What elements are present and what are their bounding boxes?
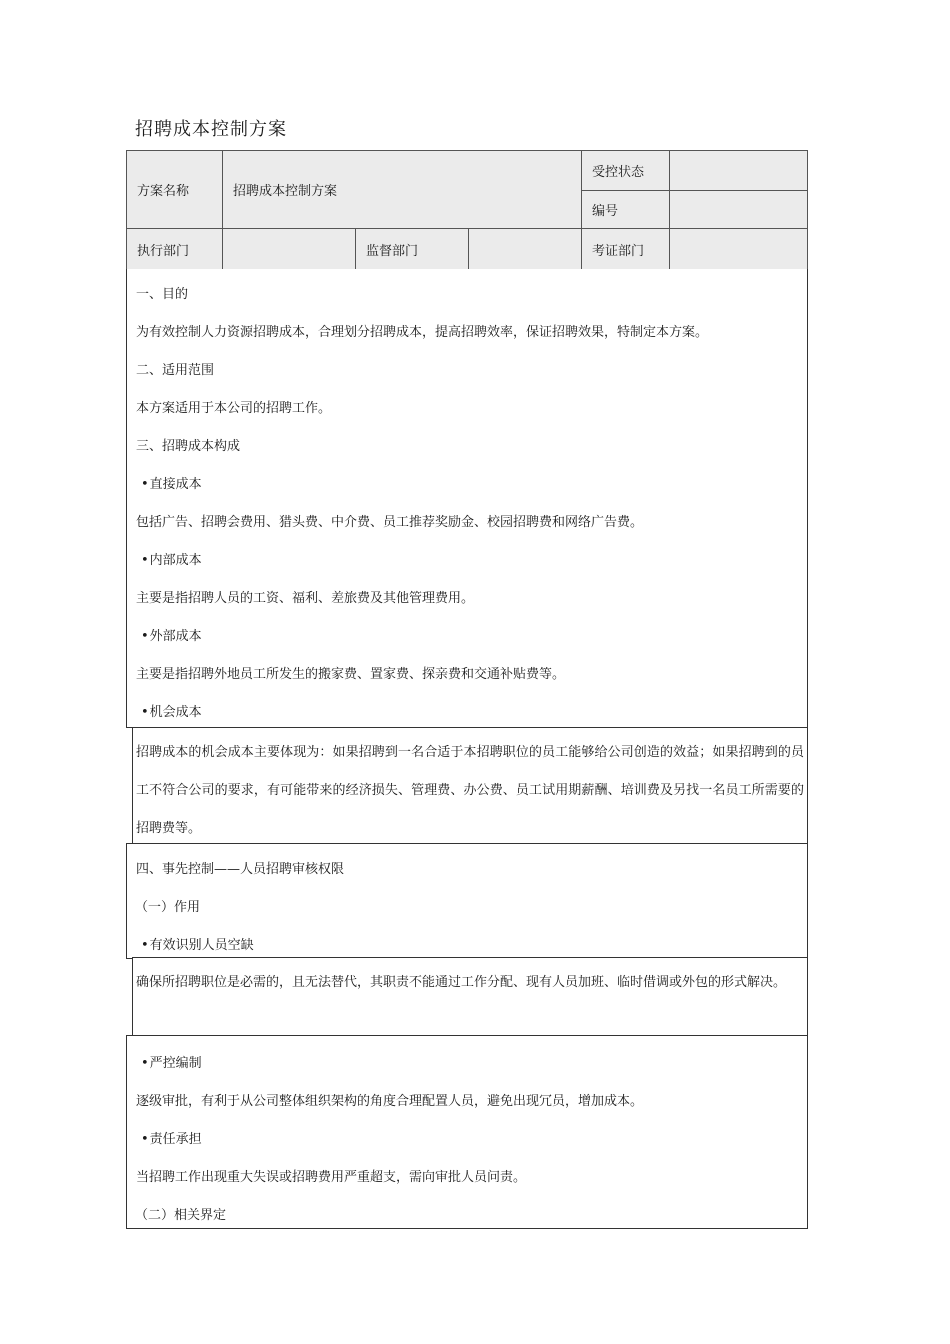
scope-text: 本方案适用于本公司的招聘工作。 (136, 401, 332, 416)
purpose-text: 为有效控制人力资源招聘成本，合理划分招聘成本，提高招聘效率，保证招聘效果，特制定本方案。 (136, 325, 709, 340)
number-value (670, 191, 808, 229)
control-status-label: 受控状态 (582, 151, 670, 191)
exec-dept-label: 执行部门 (127, 229, 223, 270)
identify-vacancy-text: 确保所招聘职位是必需的，且无法替代，其职责不能通过工作分配、现有人员加班、临时借调或外包的形式解决。 (136, 975, 787, 990)
section-heading-cost-structure: 三、招聘成本构成 (136, 439, 241, 454)
content-box-purpose-to-cost (126, 269, 808, 728)
document-title: 招聘成本控制方案 (135, 119, 287, 140)
content-box-opportunity-cost (132, 727, 808, 845)
section-heading-purpose: 一、目的 (136, 287, 189, 302)
external-cost-text: 主要是指招聘外地员工所发生的搬家费、置家费、探亲费和交通补贴费等。 (136, 667, 566, 682)
responsibility-heading: • 责任承担 (141, 1131, 202, 1149)
header-info-table (126, 150, 808, 270)
plan-name-label: 方案名称 (127, 151, 223, 229)
content-box-pre-control (126, 843, 808, 959)
supervise-dept-label: 监督部门 (356, 229, 469, 270)
plan-name-value: 招聘成本控制方案 (223, 151, 582, 229)
exec-dept-value (223, 229, 356, 270)
verify-dept-label: 考证部门 (582, 229, 670, 270)
external-cost-heading: • 外部成本 (141, 628, 202, 646)
internal-cost-text: 主要是指招聘人员的工资、福利、差旅费及其他管理费用。 (136, 591, 475, 606)
sub-heading-definition: （二）相关界定 (135, 1208, 227, 1223)
strict-quota-heading: • 严控编制 (141, 1055, 202, 1073)
direct-cost-heading: • 直接成本 (141, 476, 202, 494)
direct-cost-text: 包括广告、招聘会费用、猎头费、中介费、员工推荐奖励金、校园招聘费和网络广告费。 (136, 515, 644, 530)
identify-vacancy-heading: • 有效识别人员空缺 (141, 937, 254, 955)
supervise-dept-value (469, 229, 582, 270)
opportunity-cost-text: 招聘成本的机会成本主要体现为：如果招聘到一名合适于本招聘职位的员工能够给公司创造的效益；如果招聘到的员工不符合公司的要求，有可能带来的经济损失、管理费、办公费、员工试用期薪酬、培训费及另找一名员工所需要的招聘费等。 (136, 745, 804, 836)
opportunity-cost-heading: • 机会成本 (141, 704, 202, 722)
verify-dept-value (670, 229, 808, 270)
content-box-identify-vacancy (132, 957, 808, 1037)
section-heading-pre-control: 四、事先控制——人员招聘审核权限 (136, 862, 345, 877)
responsibility-text: 当招聘工作出现重大失误或招聘费用严重超支，需向审批人员问责。 (136, 1170, 527, 1185)
section-heading-scope: 二、适用范围 (136, 363, 215, 378)
control-status-value (670, 151, 808, 191)
number-label: 编号 (582, 191, 670, 229)
content-box-quota-responsibility (126, 1035, 808, 1229)
strict-quota-text: 逐级审批，有利于从公司整体组织架构的角度合理配置人员，避免出现冗员，增加成本。 (136, 1094, 644, 1109)
internal-cost-heading: • 内部成本 (141, 552, 202, 570)
sub-heading-function: （一）作用 (135, 900, 201, 915)
